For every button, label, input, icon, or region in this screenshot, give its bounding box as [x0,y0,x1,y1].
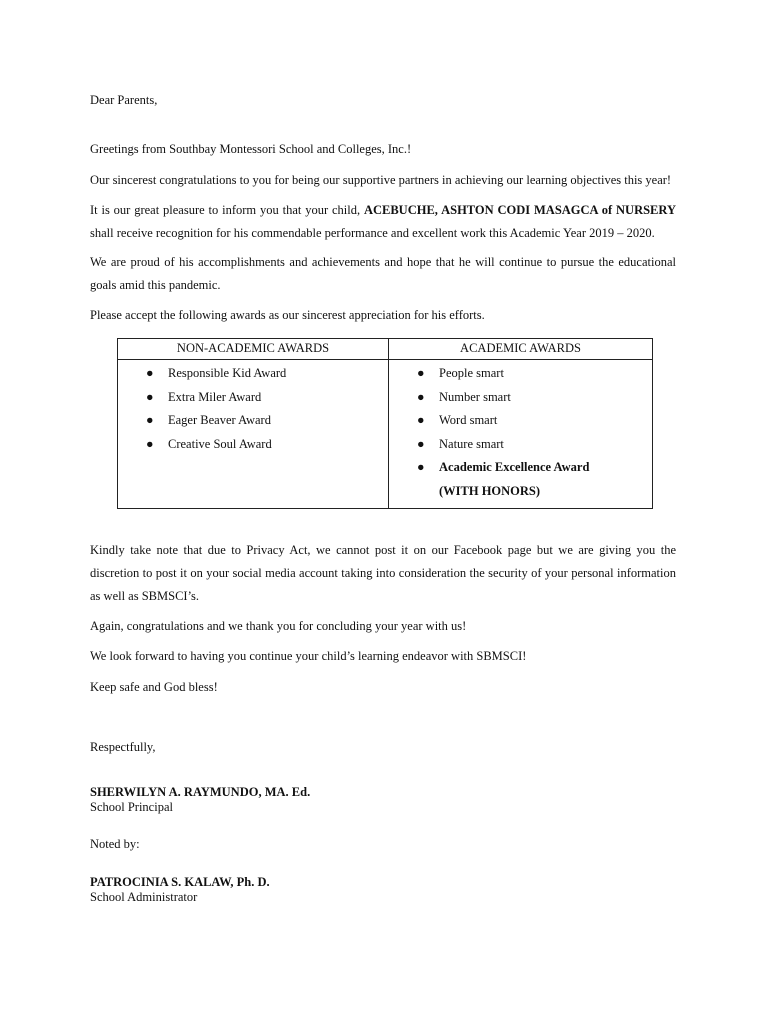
list-item [389,409,646,433]
bullet-icon: ● [417,460,425,474]
academic-awards-list [389,362,646,503]
keep-safe-paragraph: Keep safe and God bless! [90,680,218,694]
list-item [118,433,382,457]
award-label: People smart [439,366,504,380]
bullet-icon: ● [417,436,425,451]
bullet-icon: ● [146,413,154,427]
award-label: Creative Soul Award [168,436,272,451]
proud-paragraph: We are proud of his accomplishments and achievements and hope that he will continue to pursue the educational goals amid this pandemic. [90,255,676,292]
bullet-icon: ● [417,389,425,404]
noted-by-label: Noted by: [90,837,140,851]
student-name: ACEBUCHE, ASHTON CODI MASAGCA of NURSERY [363,203,677,217]
bullet-icon: ● [146,366,154,380]
non-academic-awards-cell [118,360,389,509]
academic-awards-header: ACADEMIC AWARDS [389,339,653,360]
list-item [389,386,646,410]
list-item [389,362,646,386]
principal-name: SHERWILYN A. RAYMUNDO, MA. Ed. [90,785,311,799]
list-item [389,456,646,503]
award-label: Word smart [439,413,498,427]
look-forward-paragraph: We look forward to having you continue your child’s learning endeavor with SBMSCI! [90,649,527,663]
non-academic-awards-header: NON-ACADEMIC AWARDS [118,339,389,360]
award-label-honors: Academic Excellence Award (WITH HONORS) [439,460,590,498]
recognition-intro: It is our great pleasure to inform you that your child, [90,203,364,217]
thanks-paragraph: Again, congratulations and we thank you for concluding your year with us! [90,619,467,633]
list-item [118,362,382,386]
award-label: Eager Beaver Award [168,413,271,427]
recognition-paragraph [90,199,676,245]
award-label: Extra Miler Award [168,389,262,404]
accept-paragraph: Please accept the following awards as our sincerest appreciation for his efforts. [90,308,485,322]
bullet-icon: ● [146,436,154,451]
congratulations-paragraph: Our sincerest congratulations to you for being our supportive partners in achieving our learning objectives this year! [90,173,672,187]
award-label: Nature smart [439,436,504,451]
salutation: Dear Parents, [90,93,158,107]
recognition-detail: shall receive recognition for his commendable performance and excellent work this Academic Year 2019 – 2020. [90,226,655,240]
bullet-icon: ● [146,389,154,404]
non-academic-awards-list [118,362,382,456]
administrator-name: PATROCINIA S. KALAW, Ph. D. [90,875,270,889]
award-label: Responsible Kid Award [168,366,287,380]
list-item [118,409,382,433]
principal-title: School Principal [90,800,173,814]
administrator-title: School Administrator [90,890,198,904]
privacy-paragraph: Kindly take note that due to Privacy Act, we cannot post it on our Facebook page but we are giving you the discretion to post it on your social media account taking into consideration the security of your personal information as well as SBMSCI’s. [90,543,676,603]
list-item [389,433,646,457]
closing: Respectfully, [90,740,156,754]
list-item [118,386,382,410]
bullet-icon: ● [417,366,425,380]
awards-table [117,338,653,509]
bullet-icon: ● [417,413,425,427]
greeting-paragraph: Greetings from Southbay Montessori School and Colleges, Inc.! [90,142,412,156]
academic-awards-cell [389,360,653,509]
award-label: Number smart [439,389,511,404]
